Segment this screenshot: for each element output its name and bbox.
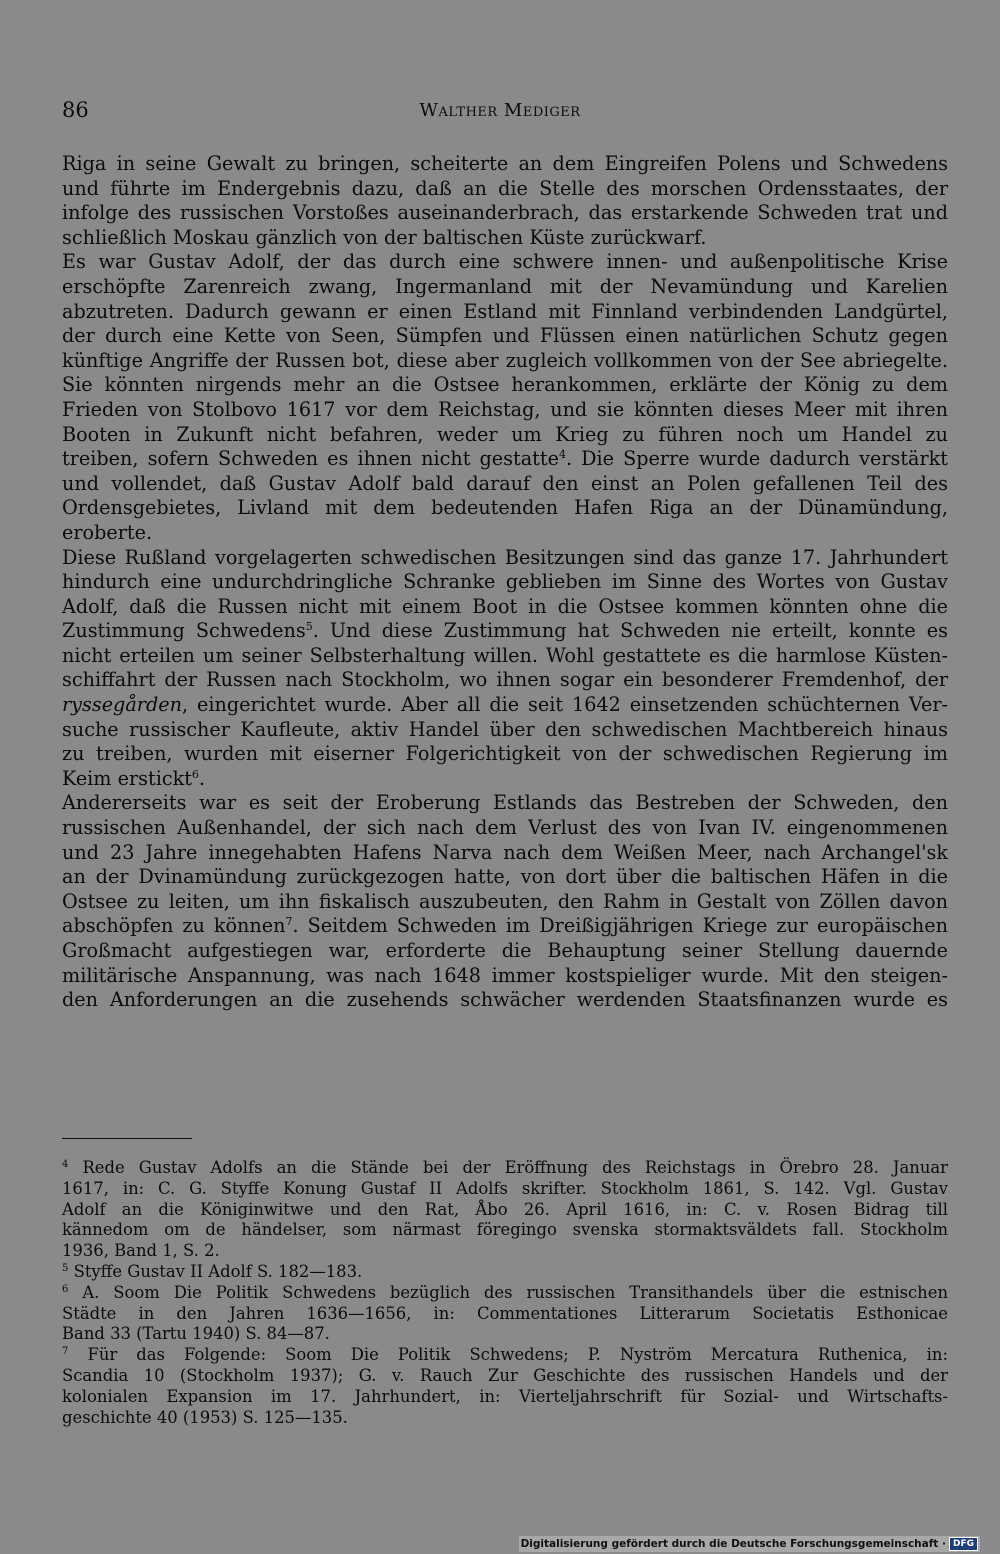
footnote-ref-7[interactable]: 7 [285, 915, 293, 929]
text-line [62, 447, 948, 472]
footnote-5 [62, 1262, 948, 1283]
text-line [62, 914, 948, 939]
footnote-7 [62, 1345, 948, 1366]
text-line: Band 33 (Tartu 1940) S. 84—87. [62, 1324, 330, 1344]
text-line: den Anforderungen an die zusehends schwächer werdenden Staatsfinanzen wurde es [62, 988, 948, 1012]
body-text [62, 152, 948, 1013]
text-line: schließlich Moskau gänzlich von der baltischen Küste zurückwarf. [62, 225, 707, 249]
text-line [62, 693, 948, 718]
text-line: Andererseits war es seit der Eroberung Estlands das Bestreben der Schweden, den [62, 791, 948, 815]
text-segment: . [198, 766, 206, 790]
text-line: und 23 Jahre innegehabten Hafens Narva nach dem Weißen Meer, nach Archangel'sk [62, 840, 948, 864]
text-line: nicht erteilen um seiner Selbsterhaltung willen. Wohl gestattete es die harmlose Küsten- [62, 643, 948, 667]
digitization-credit [519, 1536, 980, 1552]
text-line: infolge des russischen Vorstoßes auseinanderbrach, das erstarkende Schweden trat und [62, 201, 948, 225]
text-line: Sie könnten nirgends mehr an die Ostsee herankommen, erklärte der König zu dem [62, 373, 948, 397]
footnote-marker: 4 [62, 1159, 69, 1170]
emphasis-term: ryssegården [62, 693, 182, 717]
text-line: eroberte. [62, 520, 153, 544]
dfg-logo: DFG [949, 1537, 978, 1551]
credit-text: Digitalisierung gefördert durch die Deutsche Forschungsgemeinschaft · [520, 1538, 946, 1550]
text-line: 1936, Band 1, S. 2. [62, 1241, 220, 1261]
text-segment: . Seitdem Schweden im Dreißigjährigen Kriege zur europäischen [292, 914, 948, 938]
text-line: zu treiben, wurden mit eiserner Folgerichtigkeit von der schwedischen Regierung im [62, 742, 948, 766]
footnote-divider [62, 1138, 192, 1139]
text-line: Adolf, daß die Russen nicht mit einem Boot in die Ostsee kommen könnten ohne die [62, 594, 948, 618]
text-segment: . Und diese Zustimmung hat Schweden nie erteilt, konnte es [312, 619, 948, 643]
footnotes [62, 1158, 948, 1428]
text-line: suche russischer Kaufleute, aktiv Handel über den schwedischen Machtbereich hinaus [62, 717, 948, 741]
text-line: abzutreten. Dadurch gewann er einen Estland mit Finnland verbindenden Landgürtel, [62, 299, 948, 323]
footnote-marker: 6 [62, 1283, 69, 1295]
text-line: Adolf an die Königinwitwe und den Rat, Åbo 26. April 1616, in: C. v. Rosen Bidrag till [62, 1199, 948, 1219]
footnote-ref-4[interactable]: 4 [558, 448, 566, 462]
text-line: Scandia 10 (Stockholm 1937); G. v. Rauch Zur Geschichte des russischen Handels und der [62, 1365, 948, 1385]
text-line: Ordensgebietes, Livland mit dem bedeutenden Hafen Riga an der Dünamündung, [62, 496, 948, 520]
footnote-ref-6[interactable]: 6 [191, 767, 199, 781]
page-number: 86 [62, 98, 89, 122]
text-segment: Styffe Gustav II Adolf S. 182—183. [73, 1261, 363, 1281]
text-line: Es war Gustav Adolf, der das durch eine schwere innen- und außenpolitische Krise [62, 250, 948, 274]
text-segment: treiben, sofern Schweden es ihnen nicht gestatte [62, 447, 559, 471]
text-line: Großmacht aufgestiegen war, erforderte die Behauptung seiner Stellung dauernde [62, 939, 948, 962]
text-line: künftige Angriffe der Russen bot, diese aber zugleich vollkommen von der See abriegelte. [62, 348, 948, 372]
text-line: russischen Außenhandel, der sich nach dem Verlust des von Ivan IV. eingenommenen [62, 816, 948, 840]
text-line: geschichte 40 (1953) S. 125—135. [62, 1407, 348, 1427]
text-line: 1617, in: C. G. Styffe Konung Gustaf II Adolfs skrifter. Stockholm 1861, S. 142. Vgl. Gustav [62, 1178, 948, 1198]
text-line: Frieden von Stolbovo 1617 vor dem Reichstag, und sie könnten dieses Meer mit ihren [62, 397, 948, 421]
text-line: Städte in den Jahren 1636—1656, in: Commentationes Litterarum Societatis Esthonicae [62, 1303, 948, 1323]
text-line: Riga in seine Gewalt zu bringen, scheiterte an dem Eingreifen Polens und Schwedens [62, 152, 948, 175]
text-line: kännedom om de händelser, som närmast föregingo svenska stormaktsväldets fall. Stockholm [62, 1220, 948, 1240]
text-line: kolonialen Expansion im 17. Jahrhundert, in: Vierteljahrschrift für Sozial- und Wirtschafts- [62, 1386, 948, 1406]
text-line: schiffahrt der Russen nach Stockholm, wo ihnen sogar ein besonderer Fremdenhof, der [62, 668, 948, 692]
footnote-marker: 5 [62, 1262, 69, 1274]
text-segment: . Die Sperre wurde dadurch verstärkt [565, 447, 948, 471]
text-line: und vollendet, daß Gustav Adolf bald darauf den einst an Polen gefallenen Teil des [62, 471, 948, 495]
text-segment: Keim erstickt [62, 766, 192, 790]
text-segment: , eingerichtet wurde. Aber all die seit 1642 einsetzenden schüchternen Ver- [181, 693, 948, 717]
text-line: erschöpfte Zarenreich zwang, Ingermanland mit der Nevamündung und Karelien [62, 274, 948, 298]
running-head: Walther Mediger [419, 100, 581, 121]
text-segment: Zustimmung Schwedens [62, 619, 306, 643]
text-line: Ostsee zu leiten, um ihn fiskalisch auszubeuten, den Rahm in Gestalt von Zöllen davon [62, 889, 948, 913]
footnote-marker: 7 [62, 1346, 69, 1358]
text-segment: Für das Folgende: Soom Die Politik Schwedens; P. Nyström Mercatura Ruthenica, in: [87, 1345, 948, 1365]
text-line: an der Dvinamündung zurückgezogen hatte, von dort über die baltischen Häfen in die [62, 865, 948, 889]
text-segment: abschöpfen zu können [62, 914, 286, 938]
footnote-4 [62, 1158, 948, 1179]
text-line: der durch eine Kette von Seen, Sümpfen und Flüssen einen natürlichen Schutz gegen [62, 324, 948, 348]
text-line: hindurch eine undurchdringliche Schranke geblieben im Sinne des Wortes von Gustav [62, 570, 948, 594]
text-line: und führte im Endergebnis dazu, daß an die Stelle des morschen Ordensstaates, der [62, 176, 948, 200]
text-segment: Rede Gustav Adolfs an die Stände bei der Eröffnung des Reichstags in Örebro 28. Januar [82, 1158, 948, 1177]
footnote-6 [62, 1283, 948, 1304]
text-line [62, 767, 948, 792]
text-line: Booten in Zukunft nicht befahren, weder um Krieg zu führen noch um Handel zu [62, 422, 948, 446]
footnote-ref-5[interactable]: 5 [305, 620, 313, 634]
text-line [62, 619, 948, 644]
text-line: militärische Anspannung, was nach 1648 immer kostspieliger wurde. Mit den steigen- [62, 963, 948, 987]
text-segment: A. Soom Die Politik Schwedens bezüglich des russischen Transithandels über die estnischen [82, 1282, 948, 1302]
text-line: Diese Rußland vorgelagerten schwedischen Besitzungen sind das ganze 17. Jahrhundert [62, 545, 948, 569]
